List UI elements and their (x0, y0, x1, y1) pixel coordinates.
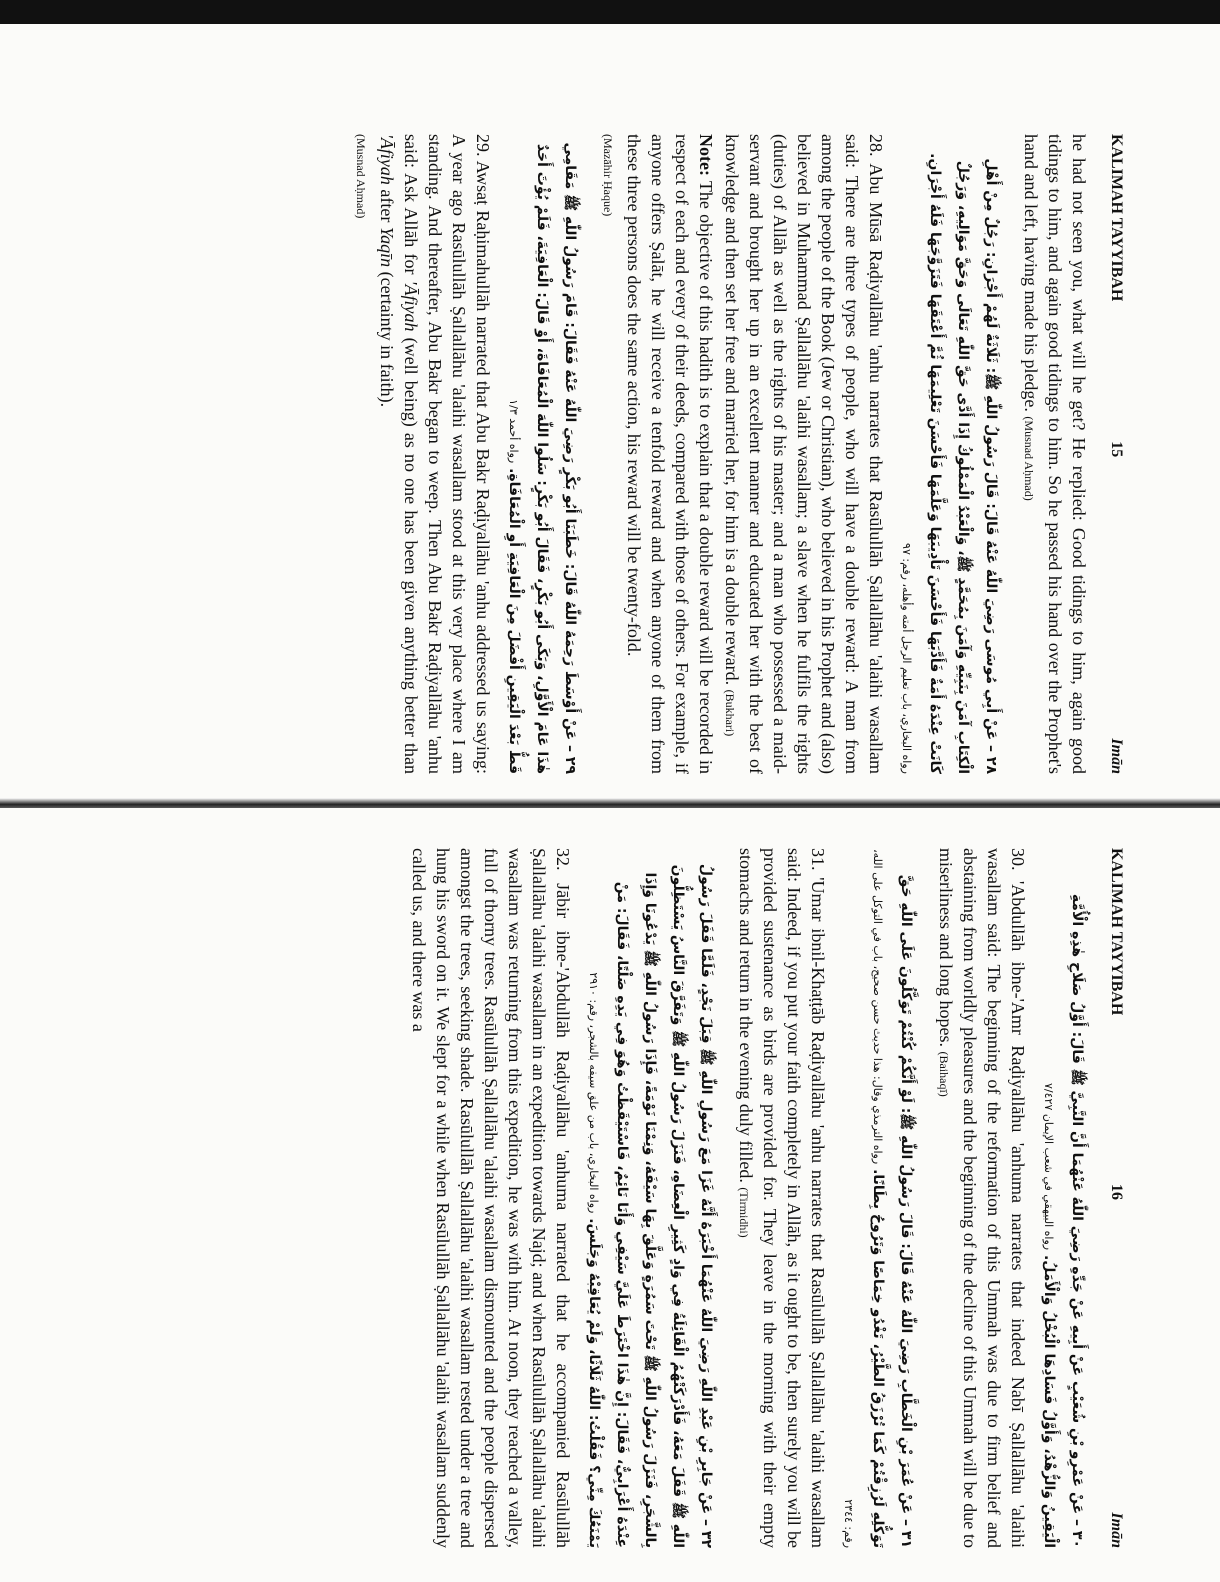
hadith-32-arabic (579, 848, 720, 1548)
translation-text: (certainty in faith). (377, 271, 397, 408)
translation-text: (well being) as no one has been given anything better than (401, 337, 421, 775)
scan-edge-top (0, 0, 1220, 24)
arabic-text: ٢٩ – عَنْ أَوْسَطَ رَحِمَهُ اللّٰهُ قَالَ: خَطَبَنَا أَبُو بَكْرٍ رَضِيَ اللّٰهُ عَنْهُ فَقَالَ: قَامَ رَسُولُ اللّٰهِ ﷺ مَقَامِي هٰذَا عَامَ الْأَوَّلِ، وَبَكَى أَبُو بَكْرٍ، فَقَالَ أَبُو بَكْرٍ: سَلُوا اللّٰهَ الْمُعَافَاةَ، أَوْ قَالَ: الْعَافِيَةَ، فَلَمْ يُؤْتَ أَحَدٌ قَطُّ بَعْدَ الْيَقِينِ أَفْضَلَ مِنَ الْعَافِيَةِ أَوِ الْمُعَافَاةِ. (506, 142, 578, 774)
page-15-content (337, 134, 1125, 774)
hadith-30-arabic (1034, 848, 1091, 1548)
page-number: 15 (1108, 441, 1125, 458)
translation-text: 29. Awsaṭ Raḥimahullāh narrated that Abu Bakr Raḍiyallāhu 'anhu addressed us saying: A year ago Rasūlullāh Ṣallallāhu 'alaihi wasallam stood at this very place where I am standing. And thereafter, Abu Bakr began to weep. Then Abu Bakr Raḍiyallāhu 'anhu said: Ask Allāh for (401, 134, 493, 774)
source-citation: (Baihaqī) (937, 1051, 951, 1097)
hadith-29-translation (349, 134, 495, 774)
source-citation: (Tirmidhi) (737, 1187, 751, 1238)
page-16-body (407, 848, 1091, 1548)
note-text: The objective of this hadith is to explain that a double reward will be recorded in respect of each and every of their deeds, compared with those of others. For example, if anyone offers Ṣalāt, he will receive a tenfold reward and when anyone of them from these three persons does the same action, his reward will be twenty-fold. (624, 134, 716, 774)
page-15 (0, 24, 1220, 804)
hadith-28-translation (596, 134, 888, 774)
note-label: Note: (696, 134, 716, 176)
chapter-title: Imān (1108, 1512, 1125, 1548)
italic-term: 'Āfiyah (401, 280, 421, 332)
arabic-text: ٣٠ – عَنْ عَمْرِو بْنِ شُعَيْبٍ عَنْ أَبِيهِ عَنْ جَدِّهِ رَضِيَ اللّٰهُ عَنْهُمَا أَنَّ النَّبِيَّ ﷺ قَالَ: أَوَّلُ صَلَاحِ هٰذِهِ الْأُمَّةِ الْيَقِينُ وَالزُّهْدُ، وَأَوَّلُ فَسَادِهَا الْبُخْلُ وَالْأَمَلُ. (1041, 893, 1085, 1548)
page-16 (0, 808, 1220, 1582)
italic-term: Yaqīn (377, 226, 397, 268)
translation-text: 32. Jābir ibne-'Abdullāh Raḍiyallāhu 'anhuma narrated that he accompanied Rasūlullāh Ṣallallāhu 'alaihi wasallam in an expedition towards Najd; and when Rasūlullāh Ṣallallāhu 'alaihi wasallam was returning from this expedition, he was with him. At noon, they reached a valley, full of thorny trees. Rasūlullāh Ṣallallāhu 'alaihi wasallam dismounted and the people dispersed amongst the trees, seeking shade. Rasūlullāh Ṣallallāhu 'alaihi wasallam rested under a tree and hung his sword on it. We slept for a while when Rasūlullāh Ṣallallāhu 'alaihi wasallam suddenly called us, and there was a (409, 848, 573, 1548)
hadith-28-arabic (892, 134, 1005, 774)
arabic-reference: رواه البخاري، باب تعليم الرجل أمته وأهله، رقم: ٩٧ (900, 543, 913, 774)
arabic-text: ٢٨ – عَنْ أَبِي مُوسَى رَضِيَ اللّٰهُ عَنْهُ قَالَ: قَالَ رَسُولُ اللّٰهِ ﷺ: ثَلَاثَةٌ لَهُمْ أَجْرَانِ: رَجُلٌ مِنْ أَهْلِ الْكِتَابِ آمَنَ بِنَبِيِّهِ وَآمَنَ بِمُحَمَّدٍ ﷺ، وَالْعَبْدُ الْمَمْلُوكُ إِذَا أَدَّى حَقَّ اللّٰهِ تَعَالَى وَحَقَّ مَوَالِيهِ، وَرَجُلٌ كَانَتْ عِنْدَهُ أَمَةٌ فَأَدَّبَهَا فَأَحْسَنَ تَأْدِيبَهَا وَعَلَّمَهَا فَأَحْسَنَ تَعْلِيمَهَا ثُمَّ أَعْتَقَهَا فَتَزَوَّجَهَا فَلَهُ أَجْرَانِ. (927, 153, 999, 774)
page-15-header (1099, 134, 1125, 774)
translation-text: 28. Abu Mūsā Raḍiyallāhu 'anhu narrates that Rasūlullāh Ṣallallāhu 'alaihi wasallam said: There are three types of people, who will have a double reward: A man from among the people of the Book (Jew or Christian), who believed in his Prophet and (also) believed in Muhammad Ṣallallāhu 'alaihi wasallam; a slave when he fulfils the rights (duties) of Allāh as well as the rights of his master; and a man who possessed a maid-servant and brought her up in an excellent manner and educated her with the best of knowledge and then set her free and married her, for him is a double reward. (722, 134, 886, 774)
page-16-content (395, 848, 1125, 1548)
hadith-31-arabic (834, 848, 920, 1548)
page-number: 16 (1108, 1184, 1125, 1200)
arabic-reference: رواه الترمذي وقال: هذا حديث حسن صحيح، باب في التوكل على الله، رقم: ٢٣٤٤ (842, 849, 884, 1548)
arabic-text: ٣١ – عَنْ عُمَرَ بْنِ الْخَطَّابِ رَضِيَ اللّٰهُ عَنْهُ قَالَ: قَالَ رَسُولُ اللّٰهِ ﷺ: لَوْ أَنَّكُمْ كُنْتُمْ تَوَكَّلُونَ عَلَى اللّٰهِ حَقَّ تَوَكُّلِهِ لَرُزِقْتُمْ كَمَا تُرْزَقُ الطَّيْرُ، تَغْدُو خِمَاصًا وَتَرُوحُ بِطَانًا. (870, 874, 914, 1548)
arabic-text: ٣٢ – عَنْ جَابِرِ بْنِ عَبْدِ اللّٰهِ رَضِيَ اللّٰهُ عَنْهُمَا أَخْبَرَهُ أَنَّهُ غَزَا مَعَ رَسُولِ اللّٰهِ ﷺ قِبَلَ نَجْدٍ، فَلَمَّا قَفَلَ رَسُولُ اللّٰهِ ﷺ قَفَلَ مَعَهُ، فَأَدْرَكَتْهُمُ الْقَائِلَةُ فِي وَادٍ كَثِيرِ الْعِضَاهِ، فَنَزَلَ رَسُولُ اللّٰهِ ﷺ وَتَفَرَّقَ النَّاسُ يَسْتَظِلُّونَ بِالشَّجَرِ، فَنَزَلَ رَسُولُ اللّٰهِ ﷺ تَحْتَ سَمُرَةٍ وَعَلَّقَ بِهَا سَيْفَهُ، وَنِمْنَا نَوْمَةً، فَإِذَا رَسُولُ اللّٰهِ ﷺ يَدْعُونَا وَإِذَا عِنْدَهُ أَعْرَابِيٌّ، فَقَالَ: إِنَّ هٰذَا اخْتَرَطَ عَلَيَّ سَيْفِي وَأَنَا نَائِمٌ، فَاسْتَيْقَظْتُ وَهُوَ فِي يَدِهِ صَلْتًا، فَقَالَ: مَنْ يَمْنَعُكَ مِنِّي؟ فَقُلْتُ: اللّٰهُ ثَلَاثًا، وَلَمْ يُعَاقِبْهُ وَجَلَسَ. (586, 863, 714, 1548)
source-citation: (Musnad Aḥmad) (1022, 416, 1036, 501)
running-title: KALIMAH TAYYIBAH (1108, 848, 1125, 1016)
arabic-reference: رواه البيهقي في شعب الإيمان ٧/٤٢٧ (1042, 1083, 1055, 1251)
translation-text: after (377, 189, 397, 223)
page-15-body (349, 134, 1091, 774)
note-source: (Mazāhir Ḥaque) (601, 134, 615, 217)
hadith-29-arabic (499, 134, 584, 774)
source-citation: (Bukhari) (723, 689, 737, 737)
translation-text: 30. 'Abdullāh ibne-'Amr Raḍiyallāhu 'anhuma narrates that indeed Nabī Ṣallallāhu 'alaihi wasallam said: The beginning of the reformation of this Ummah was due to firm belief and abstaining from worldly pleasures and the beginning of the decline of this Ummah will be due to miserliness and long hopes. (936, 848, 1028, 1548)
running-title: KALIMAH TAYYIBAH (1108, 134, 1125, 302)
arabic-reference: رواه أحمد ١/٣ (507, 399, 520, 464)
source-citation: (Musnad Aḥmad) (354, 134, 368, 219)
page-16-header (1099, 848, 1125, 1548)
italic-term: 'Āfiyah (377, 134, 397, 185)
translation-text: 31. 'Umar ibnil-Khaṭṭāb Raḍiyallāhu 'anhu narrates that Rasūlullāh Ṣallallāhu 'alaihi wasallam said: Indeed, if you put your faith completely in Allāh, as it ought to be, then surely you will be provided sustenance as birds are provided for. They leave in the morning with their empty stomachs and return in the evening duly filled. (736, 848, 828, 1548)
continued-paragraph (1017, 134, 1091, 774)
arabic-reference: رواه البخاري، باب من علق سيفه بالشجر، رقم: ٢٩١٠ (587, 972, 600, 1214)
hadith-31-translation (732, 848, 830, 1548)
hadith-30-translation (932, 848, 1030, 1548)
continued-text: he had not seen you, what will he get? He replied: Good tidings to him, again good tidings to him, and again good tidings to him. So he passed his hand over the Prophet's hand and left, having made his pledge. (1021, 134, 1089, 774)
hadith-32-translation (407, 848, 575, 1548)
chapter-title: Imān (1108, 738, 1125, 774)
